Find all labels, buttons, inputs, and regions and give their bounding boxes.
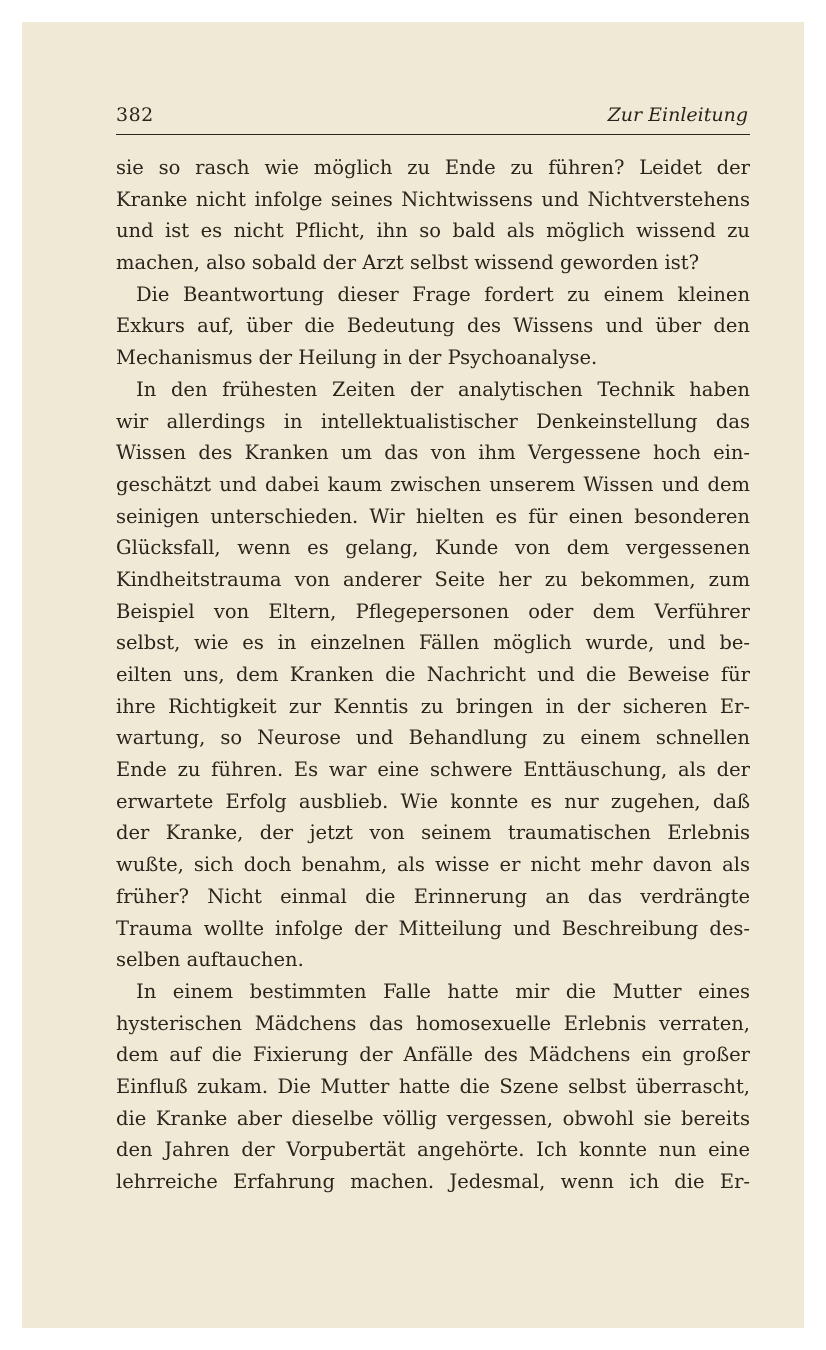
text-line: erwartete Erfolg ausblieb. Wie konnte es nur zugehen, daß	[116, 789, 750, 813]
text-line: ihre Richtigkeit zur Kenntis zu bringen in der sicheren Er-	[116, 694, 750, 718]
paragraph	[116, 152, 750, 279]
text-line: Exkurs auf, über die Bedeutung des Wissens und über den	[116, 314, 750, 338]
text-line: wartung, so Neurose und Behandlung zu einem schnellen	[116, 726, 750, 750]
text-line: seinigen unterschieden. Wir hielten es für einen besonderen	[116, 504, 750, 528]
page-number: 382	[116, 104, 154, 126]
text-line: dem auf die Fixierung der Anfälle des Mädchens ein großer	[116, 1043, 750, 1067]
text-line: eilten uns, dem Kranken die Nachricht und die Beweise für	[116, 663, 750, 686]
text-line: den Jahren der Vorpubertät angehörte. Ich konnte nun eine	[116, 1138, 750, 1162]
running-head: Zur Einleitung	[607, 104, 748, 126]
paragraph	[116, 976, 750, 1198]
text-line: die Kranke aber dieselbe völlig vergessen, obwohl sie bereits	[116, 1106, 750, 1130]
text-line: Mechanismus der Heilung in der Psychoanalyse.	[116, 346, 598, 370]
text-line: wir allerdings in intellektualistischer Denkeinstellung das	[116, 409, 750, 433]
paragraph	[116, 279, 750, 374]
text-line: geschätzt und dabei kaum zwischen unserem Wissen und dem	[116, 472, 750, 496]
text-line: wußte, sich doch benahm, als wisse er nicht mehr davon als	[116, 853, 750, 877]
text-line: selbst, wie es in einzelnen Fällen möglich wurde, und be-	[116, 631, 750, 655]
text-line: der Kranke, der jetzt von seinem traumatischen Erlebnis	[116, 821, 750, 845]
text-line: In den frühesten Zeiten der analytischen Technik haben	[136, 377, 750, 401]
text-line: Wissen des Kranken um das von ihm Vergessene hoch ein-	[116, 441, 750, 465]
body-text	[116, 152, 750, 1198]
text-line: sie so rasch wie möglich zu Ende zu führen? Leidet der	[116, 156, 750, 179]
text-line: Beispiel von Eltern, Pflegepersonen oder dem Verführer	[116, 599, 750, 623]
text-line: früher? Nicht einmal die Erinnerung an das verdrängte	[116, 884, 750, 908]
text-line: Trauma wollte infolge der Mitteilung und Beschreibung des-	[116, 916, 750, 940]
text-line: lehrreiche Erfahrung machen. Jedesmal, wenn ich die Er-	[116, 1170, 750, 1193]
paragraph	[116, 374, 750, 976]
text-line: selben auftauchen.	[116, 948, 304, 972]
text-line: Ende zu führen. Es war eine schwere Enttäuschung, als der	[116, 758, 750, 782]
text-line: Glücksfall, wenn es gelang, Kunde von dem vergessenen	[116, 536, 750, 560]
text-line: Kranke nicht infolge seines Nichtwissens und Nichtverstehens	[116, 187, 750, 211]
page-header	[116, 100, 750, 135]
text-line: Einfluß zukam. Die Mutter hatte die Szene selbst überrascht,	[116, 1074, 750, 1098]
text-line: Die Beantwortung dieser Frage fordert zu einem kleinen	[136, 282, 750, 306]
text-line: In einem bestimmten Falle hatte mir die Mutter eines	[136, 979, 750, 1003]
text-line: und ist es nicht Pflicht, ihn so bald als möglich wissend zu	[116, 219, 750, 243]
text-line: machen, also sobald der Arzt selbst wissend geworden ist?	[116, 251, 700, 275]
text-line: Kindheitstrauma von anderer Seite her zu bekommen, zum	[116, 567, 750, 591]
text-line: hysterischen Mädchens das homosexuelle Erlebnis verraten,	[116, 1011, 750, 1035]
